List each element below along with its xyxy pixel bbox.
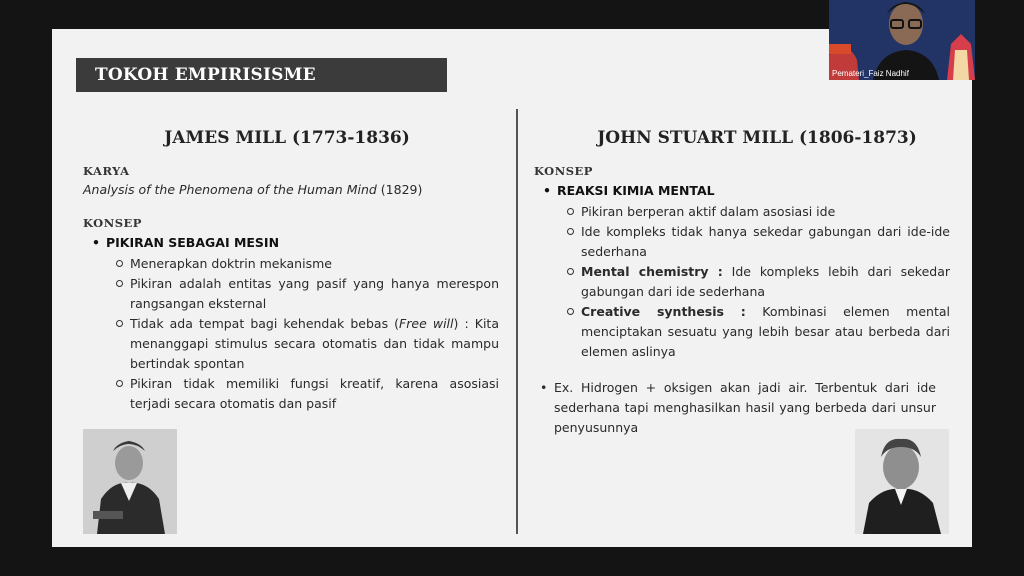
example-text: • Ex. Hidrogen + oksigen akan jadi air. Terbentuk dari ide sederhana tapi menghasilkan hasil yang berbeda dari unsur penyusunnya <box>538 378 936 438</box>
karya-label: KARYA <box>83 164 130 178</box>
creative-synthesis-text: Kombinasi elemen mental menciptakan sesuatu yang lebih besar atau berbeda dari elemen aslinya <box>581 304 951 359</box>
james-mill-heading: JAMES MILL (1773-1836) <box>164 128 410 148</box>
left-sub-points <box>116 254 499 414</box>
list-item: Pikiran tidak memiliki fungsi kreatif, karena asosiasi terjadi secara otomatis dan pasif <box>116 374 499 414</box>
karya-year: (1829) <box>376 182 423 197</box>
slide-title: TOKOH EMPIRISISME <box>76 58 447 92</box>
left-konsep-label: KONSEP <box>83 216 142 230</box>
karya-title: Analysis of the Phenomena of the Human Mind <box>83 182 377 197</box>
mental-chemistry-text: Ide kompleks lebih dari sekedar gabungan dari ide sederhana <box>581 264 950 299</box>
list-item: Pikiran adalah entitas yang pasif yang hanya merespon rangsangan eksternal <box>116 274 499 314</box>
list-item: Tidak ada tempat bagi kehendak bebas (Free will) : Kita menanggapi stimulus secara otomatis dan tidak mampu bertindak spontan <box>116 314 499 374</box>
list-item: Menerapkan doktrin mekanisme <box>116 254 499 274</box>
james-mill-portrait <box>83 429 177 534</box>
column-divider <box>516 109 518 534</box>
karya-text <box>83 180 503 200</box>
john-stuart-mill-heading: JOHN STUART MILL (1806-1873) <box>597 128 917 148</box>
mental-chemistry-term: Mental chemistry : <box>581 264 723 279</box>
presentation-slide <box>52 29 972 547</box>
john-stuart-mill-portrait <box>855 429 949 534</box>
list-item <box>567 302 950 362</box>
list-item <box>567 262 950 302</box>
left-main-point: • PIKIRAN SEBAGAI MESIN <box>106 233 279 253</box>
participant-name: Pemateri_Faiz Nadhif <box>832 69 909 78</box>
webcam-feed <box>829 0 975 80</box>
creative-synthesis-term: Creative synthesis : <box>581 304 746 319</box>
right-konsep-label: KONSEP <box>534 164 593 178</box>
right-main-point: • REAKSI KIMIA MENTAL <box>557 181 715 201</box>
list-item: Ide kompleks tidak hanya sekedar gabungan dari ide-ide sederhana <box>567 222 950 262</box>
right-sub-points <box>567 202 950 362</box>
list-item: Pikiran berperan aktif dalam asosiasi ide <box>567 202 950 222</box>
